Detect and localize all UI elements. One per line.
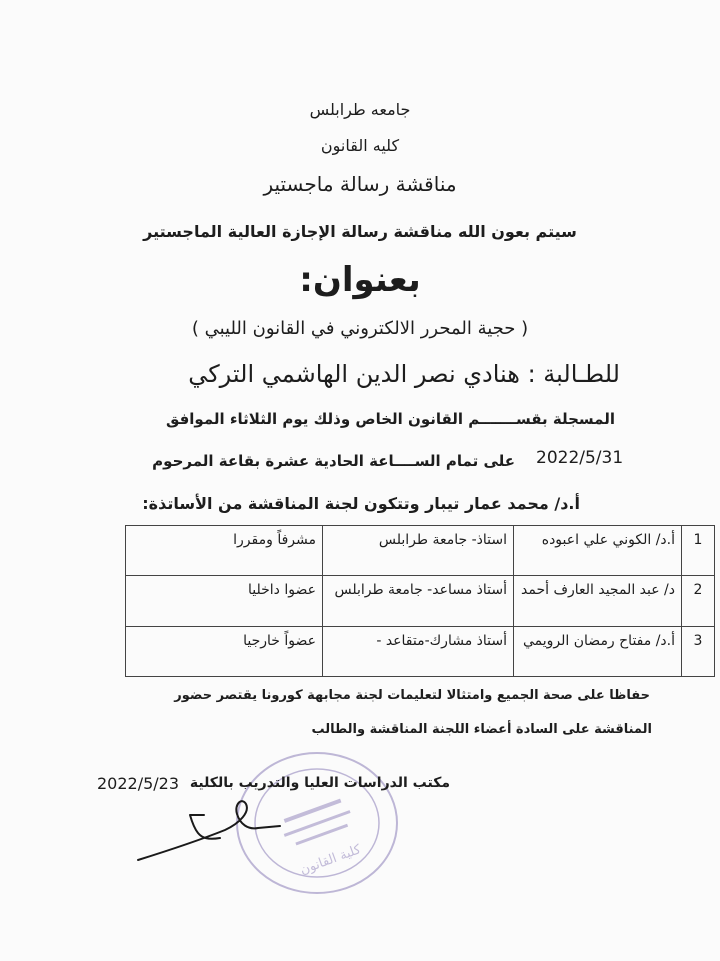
member-name: أ.د/ مفتاح رمضان الرويمي xyxy=(514,626,682,676)
committee-table xyxy=(125,525,715,677)
member-position: استاذ- جامعة طرابلس xyxy=(323,526,514,576)
seal-text: كلية القانون xyxy=(298,842,363,879)
thesis-title: ( حجية المحرر الالكتروني في القانون الليبي ) xyxy=(191,318,529,339)
registration-line: المسجلة بقســـــــم القانون الخاص وذلك يوم الثلاثاء الموافق xyxy=(165,410,615,428)
row-number: 1 xyxy=(682,526,715,576)
office-line: مكتب الدراسات العليا والتدريب بالكلية xyxy=(189,775,450,791)
table-row xyxy=(126,576,715,626)
member-role: مشرفاً ومقررا xyxy=(126,526,323,576)
signature xyxy=(130,790,300,870)
table-row xyxy=(126,626,715,676)
row-number: 3 xyxy=(682,626,715,676)
member-role: عضوا داخليا xyxy=(126,576,323,626)
title-heading: بعنوان: xyxy=(299,260,421,300)
defense-date: 2022/5/31 xyxy=(536,448,624,468)
student-line: للطـالبة : هنادي نصر الدين الهاشمي التركي xyxy=(188,360,620,388)
covid-note-line-2: المناقشة على السادة أعضاء اللجنة المناقشة والطالب xyxy=(311,722,652,737)
member-name: د/ عبد المجيد العارف أحمد xyxy=(514,576,682,626)
document-subject: مناقشة رسالة ماجستير xyxy=(263,172,457,196)
member-position: أستاذ مساعد- جامعة طرابلس xyxy=(323,576,514,626)
faculty-name: كليه القانون xyxy=(320,136,400,155)
university-name: جامعه طرابلس xyxy=(309,100,411,119)
row-number: 2 xyxy=(682,576,715,626)
member-role: عضواً خارجيا xyxy=(126,626,323,676)
office-date: 2022/5/23 xyxy=(97,774,180,793)
table-row xyxy=(126,526,715,576)
chair-line: أ.د/ محمد عمار تيبار وتتكون لجنة المناقشة من الأساتذة: xyxy=(142,494,580,513)
member-name: أ.د/ الكوني علي اعبوده xyxy=(514,526,682,576)
time-line: على تمام الســــاعة الحادية عشرة بقاعة المرحوم xyxy=(152,452,515,470)
covid-note-line-1: حفاظا على صحة الجميع وامتثالا لتعليمات لجنة مجابهة كورونا يقتصر حضور xyxy=(174,688,650,703)
member-position: أستاذ مشارك-متقاعد - xyxy=(323,626,514,676)
intro-line: سيتم بعون الله مناقشة رسالة الإجازة العالية الماجستير xyxy=(143,222,577,241)
